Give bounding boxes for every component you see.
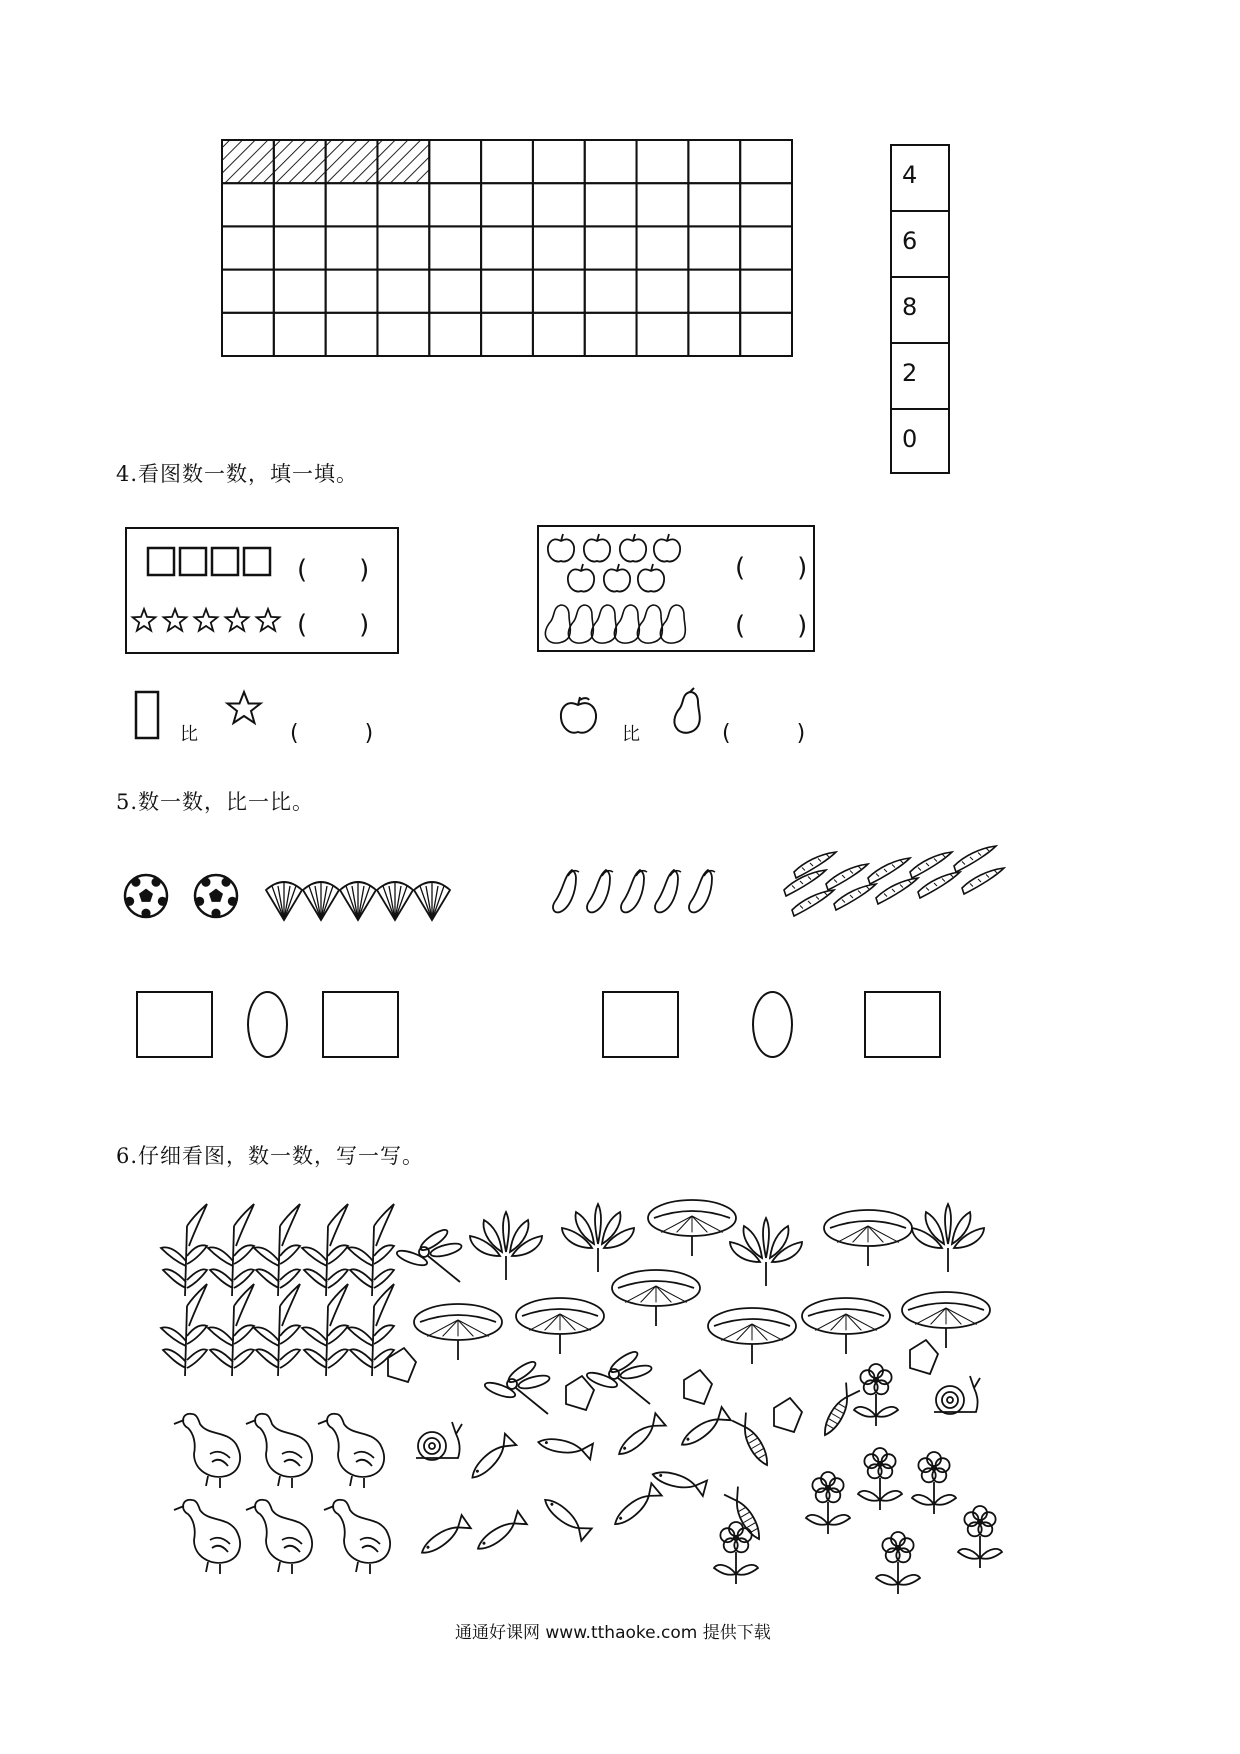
- bean-pod-icon: [954, 846, 996, 872]
- reed-icon: [208, 1204, 254, 1296]
- lotus-leaf-icon: [902, 1292, 990, 1348]
- fish-icon: [610, 1483, 662, 1530]
- reed-icon: [302, 1284, 348, 1376]
- lotus-flower-icon: [912, 1204, 984, 1272]
- dragonfly-icon: [395, 1227, 462, 1282]
- grid-cell: [740, 313, 792, 356]
- reed-icon: [302, 1204, 348, 1296]
- eggplant-icons: [550, 862, 750, 922]
- grid-cell: [481, 183, 533, 226]
- grid-cell: [429, 183, 481, 226]
- pear-icon: [568, 605, 593, 643]
- apple-icon: [620, 534, 646, 562]
- compare-answer-paren[interactable]: ( ): [722, 721, 806, 746]
- shrimp-icon: [818, 1383, 860, 1439]
- grid-cell: [585, 140, 637, 183]
- grid-cell: [222, 270, 274, 313]
- bean-pod-icon: [868, 858, 910, 884]
- eggplant-icon: [655, 870, 681, 912]
- duck-icon: [246, 1414, 312, 1488]
- grid-cell: [326, 183, 378, 226]
- eggplant-icon: [621, 870, 647, 912]
- grid-cell: [274, 270, 326, 313]
- grid-cell: [740, 183, 792, 226]
- lotus-leaf-icon: [708, 1308, 796, 1364]
- lotus-leaf-icon: [516, 1298, 604, 1354]
- apple-icon: [654, 534, 680, 562]
- star-icon: [257, 609, 280, 631]
- reed-icon: [161, 1284, 207, 1376]
- apple-icon: [568, 564, 594, 592]
- footer-text: 通通好课网 www.tthaoke.com 提供下载: [455, 1623, 771, 1643]
- grid-cell: [377, 226, 429, 269]
- fish-icon: [651, 1467, 707, 1496]
- football-icons: [124, 866, 254, 926]
- eggplant-icon: [587, 870, 613, 912]
- fan-icon: [266, 882, 302, 920]
- bean-pod-icon: [792, 890, 834, 916]
- grid-cell: [637, 140, 689, 183]
- flower-icon: [912, 1452, 956, 1514]
- duck-icon: [246, 1500, 312, 1574]
- fan-icon: [414, 882, 450, 920]
- grid-cell: [481, 270, 533, 313]
- grid-cell: [585, 183, 637, 226]
- pear-icon: [637, 605, 662, 643]
- lotus-leaf-icon: [612, 1270, 700, 1326]
- bean-pod-icon: [834, 884, 876, 910]
- answer-box[interactable]: [864, 991, 941, 1058]
- lotus-flower-icon: [730, 1218, 802, 1286]
- apple-icon: [604, 564, 630, 592]
- q4-right-box: [537, 525, 815, 652]
- shrimp-icon: [732, 1413, 774, 1469]
- fan-icons: [262, 872, 462, 932]
- flower-icon: [806, 1472, 850, 1534]
- fish-icon: [473, 1511, 526, 1555]
- bean-pod-icons: [780, 842, 1010, 922]
- answer-box[interactable]: [322, 991, 399, 1058]
- grid-cell: [481, 226, 533, 269]
- bean-pod-icon: [962, 868, 1004, 894]
- bean-pod-icon: [910, 852, 952, 878]
- pear-icon: [668, 688, 708, 738]
- grid-cell: [688, 313, 740, 356]
- flower-icon: [876, 1532, 920, 1594]
- star-icons: [132, 604, 282, 638]
- flower-icon: [858, 1448, 902, 1510]
- star-icon: [226, 690, 266, 730]
- lotus-leaf-icon: [414, 1304, 502, 1360]
- grid-cell: [585, 270, 637, 313]
- leaf-shape-icon: [684, 1370, 712, 1404]
- number-cell: 0: [902, 425, 918, 453]
- duck-icon: [174, 1414, 240, 1488]
- compare-oval[interactable]: [752, 991, 793, 1058]
- q4-left-box: [125, 527, 399, 654]
- grid-cell: [377, 313, 429, 356]
- q4-answer-paren[interactable]: ( ): [297, 610, 370, 640]
- football-icon: [195, 875, 237, 918]
- compare-word: 比: [622, 724, 640, 745]
- grid-cell: [637, 313, 689, 356]
- grid-cell: [481, 313, 533, 356]
- grid-cell: [688, 140, 740, 183]
- snail-icon: [934, 1376, 980, 1414]
- lotus-leaf-icon: [648, 1200, 736, 1256]
- shaded-cell: [377, 140, 429, 183]
- flower-icon: [958, 1506, 1002, 1568]
- grid-cell: [429, 270, 481, 313]
- grid-cell: [222, 313, 274, 356]
- compare-oval[interactable]: [247, 991, 288, 1058]
- grid-cell: [481, 140, 533, 183]
- apple-icon: [638, 564, 664, 592]
- grid-cell: [585, 313, 637, 356]
- dragonfly-icon: [585, 1349, 652, 1404]
- grid-cell: [740, 226, 792, 269]
- square-icons: [147, 545, 277, 585]
- pear-icon: [545, 605, 570, 643]
- eggplant-icon: [553, 870, 579, 912]
- bean-pod-icon: [876, 878, 918, 904]
- grid-cell: [533, 313, 585, 356]
- duck-icon: [174, 1500, 240, 1574]
- question-4-title: 4.看图数一数，填一填。: [116, 462, 359, 486]
- leaf-shape-icon: [774, 1398, 802, 1432]
- answer-box[interactable]: [136, 991, 213, 1058]
- bean-pod-icon: [918, 872, 960, 898]
- grid-cell: [274, 140, 326, 183]
- q4-answer-paren[interactable]: ( ): [735, 611, 808, 641]
- star-icon: [164, 609, 187, 631]
- shaded-cell: [222, 140, 274, 183]
- bean-pod-icon: [826, 864, 868, 890]
- reed-icon: [348, 1284, 394, 1376]
- reed-icon: [254, 1284, 300, 1376]
- fish-icon: [677, 1407, 730, 1451]
- fan-icon: [377, 882, 413, 920]
- grid-cell: [274, 226, 326, 269]
- lotus-leaf-icon: [802, 1298, 890, 1354]
- grid-cell: [222, 226, 274, 269]
- flower-icon: [714, 1522, 758, 1584]
- pear-icon: [614, 605, 639, 643]
- flower-icon: [854, 1364, 898, 1426]
- reed-icon: [348, 1204, 394, 1296]
- lotus-flower-icon: [470, 1212, 542, 1280]
- grid-cell: [533, 140, 585, 183]
- grid-cell: [274, 183, 326, 226]
- grid-cell: [637, 226, 689, 269]
- fish-icon: [417, 1515, 470, 1559]
- star-icon: [195, 609, 218, 631]
- grid-cell: [637, 270, 689, 313]
- grid-cell: [688, 270, 740, 313]
- apple-icon: [548, 534, 574, 562]
- bean-pod-icon: [794, 852, 836, 878]
- q4-answer-paren[interactable]: ( ): [735, 553, 808, 583]
- grid-cell: [222, 183, 274, 226]
- leaf-shape-icon: [566, 1376, 594, 1410]
- shrimp-icon: [724, 1487, 766, 1543]
- grid-cell: [326, 313, 378, 356]
- fish-icon: [467, 1434, 516, 1483]
- rectangle-icon: [134, 690, 164, 742]
- shaded-cell: [274, 140, 326, 183]
- grid-cell: [377, 270, 429, 313]
- star-icon: [133, 609, 156, 631]
- fish-icon: [537, 1434, 593, 1459]
- lotus-leaf-icon: [824, 1210, 912, 1266]
- eggplant-icon: [689, 870, 715, 912]
- grid-cell: [274, 313, 326, 356]
- duck-icon: [318, 1414, 384, 1488]
- fish-icon: [540, 1494, 592, 1541]
- grid-cell: [222, 140, 274, 183]
- apple-icon: [584, 534, 610, 562]
- answer-box[interactable]: [602, 991, 679, 1058]
- pear-icon: [591, 605, 616, 643]
- leaf-shape-icon: [388, 1348, 416, 1382]
- grid-cell: [429, 140, 481, 183]
- compare-word: 比: [180, 724, 198, 745]
- lotus-flower-icon: [562, 1204, 634, 1272]
- compare-answer-paren[interactable]: ( ): [290, 721, 374, 746]
- question-5-title: 5.数一数，比一比。: [116, 790, 315, 814]
- number-cell: 2: [902, 359, 918, 387]
- reed-icon: [208, 1284, 254, 1376]
- pear-icon: [660, 605, 685, 643]
- grid-cell: [740, 270, 792, 313]
- number-cell: 8: [902, 293, 918, 321]
- grid-cell: [585, 226, 637, 269]
- q4-answer-paren[interactable]: ( ): [297, 555, 370, 585]
- grid-cell: [533, 270, 585, 313]
- grid-cell: [326, 140, 378, 183]
- apple-icon: [558, 695, 602, 739]
- grid-cell: [533, 226, 585, 269]
- grid-cell: [688, 183, 740, 226]
- grid-cell: [740, 140, 792, 183]
- number-cell: 6: [902, 227, 918, 255]
- reed-icon: [161, 1204, 207, 1296]
- grid-cell: [377, 183, 429, 226]
- grid-cell: [429, 226, 481, 269]
- number-cell: 4: [902, 161, 918, 189]
- fan-icon: [340, 882, 376, 920]
- star-icon: [226, 609, 249, 631]
- apple-icons: [539, 527, 699, 647]
- grid-cell: [326, 226, 378, 269]
- duck-icon: [324, 1500, 390, 1574]
- question-6-title: 6.仔细看图，数一数，写一写。: [116, 1144, 425, 1168]
- fan-icon: [303, 882, 339, 920]
- number-column: [890, 144, 950, 474]
- leaf-shape-icon: [910, 1340, 938, 1374]
- grid-cell: [377, 140, 429, 183]
- dragonfly-icon: [483, 1359, 550, 1414]
- reed-icon: [254, 1204, 300, 1296]
- snail-icon: [416, 1422, 462, 1460]
- grid-cell: [533, 183, 585, 226]
- grid-cell: [326, 270, 378, 313]
- shaded-cell: [326, 140, 378, 183]
- grid-cell: [637, 183, 689, 226]
- football-icon: [125, 875, 167, 918]
- grid-cell: [429, 313, 481, 356]
- fish-icon: [614, 1413, 666, 1460]
- grid-cell: [688, 226, 740, 269]
